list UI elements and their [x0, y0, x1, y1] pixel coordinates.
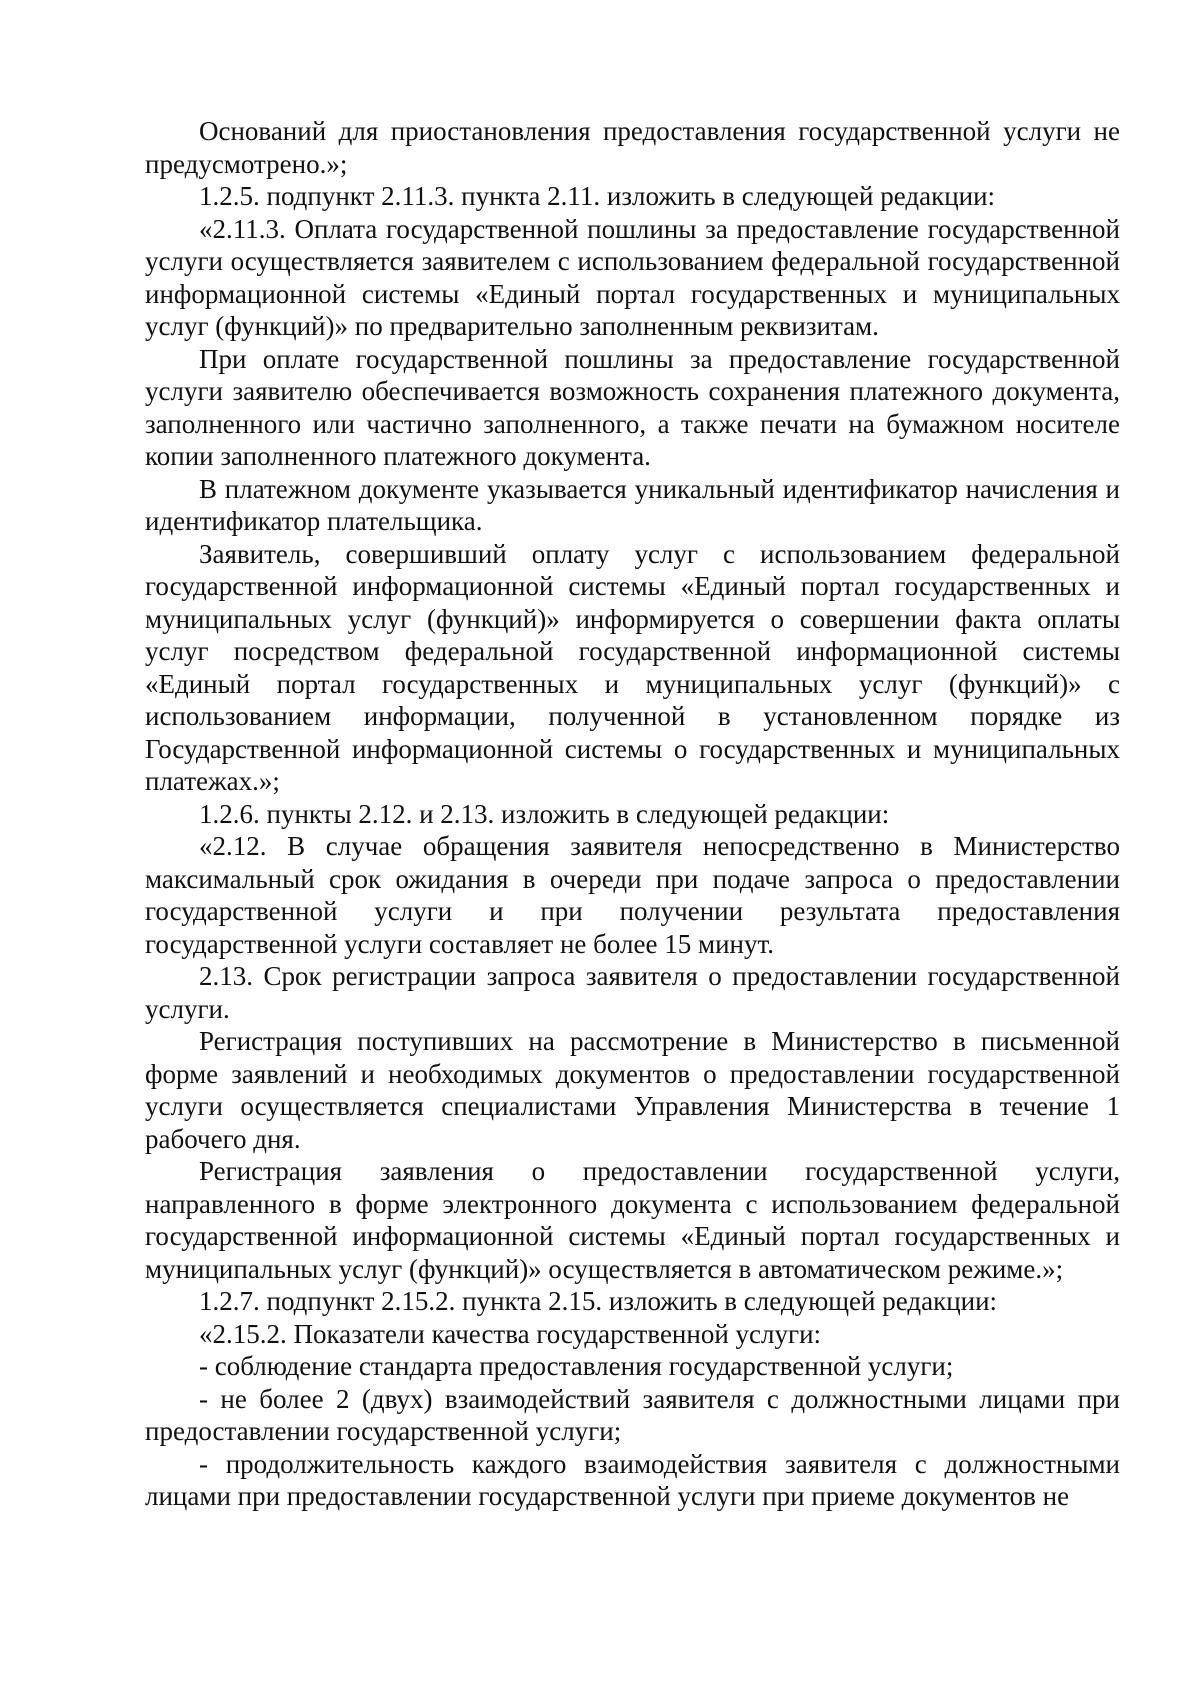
- paragraph: 1.2.6. пункты 2.12. и 2.13. изложить в следующей редакции:: [199, 798, 890, 829]
- paragraph: «2.11.3. Оплата государственной пошлины за предоставление государственной услуги осуществляется заявителем с использованием федеральной государственной информационной системы «Единый портал государственных и муниципальных услуг (функций)» по предварительно заполненным реквизитам.: [145, 213, 1120, 341]
- paragraph: «2.15.2. Показатели качества государственной услуги:: [199, 1318, 822, 1349]
- paragraph: - не более 2 (двух) взаимодействий заявителя с должностными лицами при предоставлении государственной услуги;: [145, 1383, 1120, 1446]
- paragraph: 2.13. Срок регистрации запроса заявителя о предоставлении государственной услуги.: [145, 961, 1120, 1024]
- paragraph: Оснований для приостановления предоставления государственной услуги не предусмотрено.»;: [145, 116, 1120, 179]
- paragraph: 1.2.7. подпункт 2.15.2. пункта 2.15. изложить в следующей редакции:: [199, 1286, 998, 1316]
- paragraph: При оплате государственной пошлины за предоставление государственной услуги заявителю обеспечивается возможность сохранения платежного документа, заполненного или частично заполненного, а также печати на бумажном носителе копии заполненного платежного документа.: [145, 343, 1120, 471]
- paragraph: - соблюдение стандарта предоставления государственной услуги;: [199, 1351, 954, 1381]
- paragraph: Регистрация поступивших на рассмотрение в Министерство в письменной форме заявлений и необходимых документов о предоставлении государственной услуги осуществляется специалистами Управления Министерства в течение 1 рабочего дня.: [145, 1026, 1120, 1154]
- paragraph: В платежном документе указывается уникальный идентификатор начисления и идентификатор плательщика.: [145, 473, 1120, 536]
- paragraph: - продолжительность каждого взаимодействия заявителя с должностными лицами при предоставлении государственной услуги при приеме документов не: [145, 1448, 1120, 1511]
- paragraph: «2.12. В случае обращения заявителя непосредственно в Министерство максимальный срок ожидания в очереди при подаче запроса о предоставлении государственной услуги и при получении результата предоставления государственной услуги составляет не более 15 минут.: [145, 831, 1120, 959]
- document-body: [145, 115, 1120, 1513]
- paragraph: 1.2.5. подпункт 2.11.3. пункта 2.11. изложить в следующей редакции:: [199, 181, 996, 211]
- paragraph: Заявитель, совершивший оплату услуг с использованием федеральной государственной информационной системы «Единый портал государственных и муниципальных услуг (функций)» информируется о совершении факта оплаты услуг посредством федеральной государственной информационной системы «Единый портал государственных и муниципальных услуг (функций)» с использованием информации, полученной в установленном порядке из Государственной информационной системы о государственных и муниципальных платежах.»;: [145, 538, 1120, 796]
- paragraph: Регистрация заявления о предоставлении государственной услуги, направленного в форме электронного документа с использованием федеральной государственной информационной системы «Единый портал государственных и муниципальных услуг (функций)» осуществляется в автоматическом режиме.»;: [145, 1156, 1120, 1284]
